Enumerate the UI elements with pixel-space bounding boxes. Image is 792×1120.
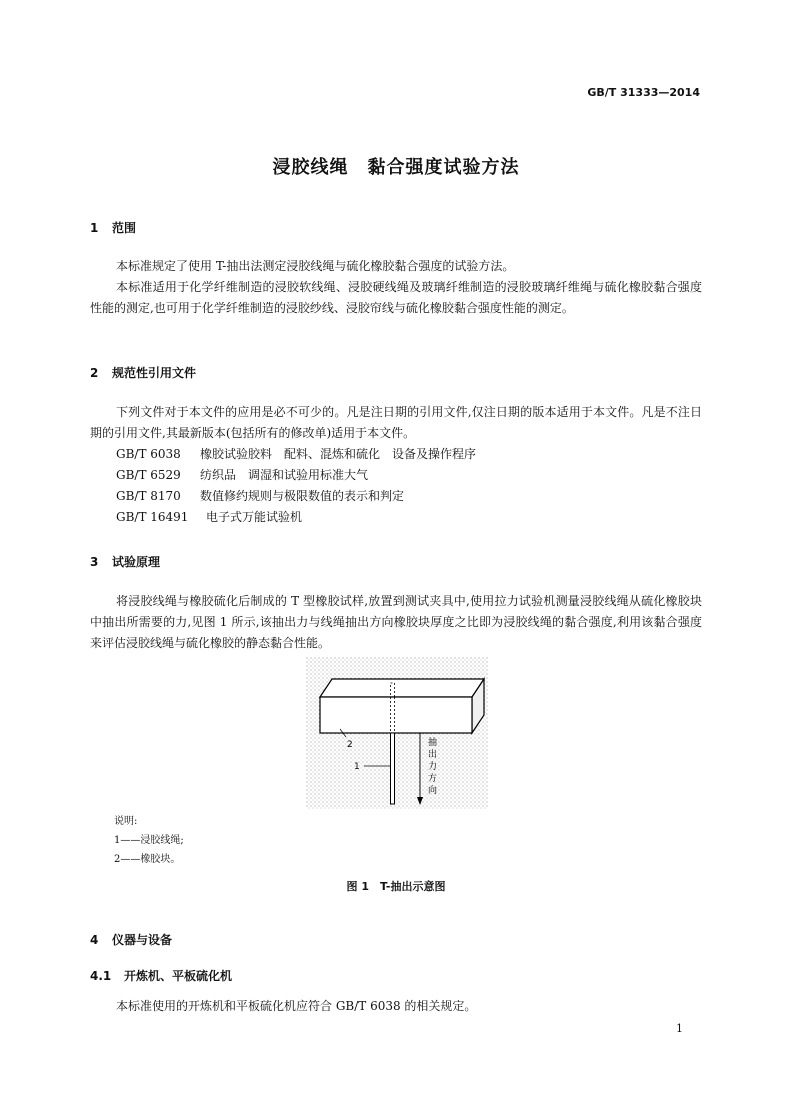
reference-list <box>116 444 476 528</box>
reference-title: 橡胶试验胶料 配料、混炼和硫化 设备及操作程序 <box>200 447 477 461</box>
paragraph: 本标准适用于化学纤维制造的浸胶软线绳、浸胶硬线绳及玻璃纤维制造的浸胶玻璃纤维绳与硫化橡胶黏合强度性能的测定,也可用于化学纤维制造的浸胶纱线、浸胶帘线与硫化橡胶黏合强度性能的测定。 <box>90 280 702 315</box>
legend-item: 1——浸胶线绳; <box>114 835 184 846</box>
section-title: 仪器与设备 <box>112 933 173 947</box>
document-title: 浸胶线绳 黏合强度试验方法 <box>272 157 520 178</box>
cord <box>391 733 395 804</box>
direction-char: 抽 <box>428 738 438 748</box>
legend-title: 说明: <box>114 816 138 827</box>
direction-char: 力 <box>428 762 438 772</box>
rubber-block-front <box>320 697 472 733</box>
section-4-heading <box>90 931 172 948</box>
paragraph: 下列文件对于本文件的应用是必不可少的。凡是注日期的引用文件,仅注日期的版本适用于本文件。凡是不注日期的引用文件,其最新版本(包括所有的修改单)适用于本文件。 <box>90 405 702 440</box>
subsection-4-1-body <box>90 996 702 1017</box>
reference-title: 电子式万能试验机 <box>206 510 303 524</box>
section-number: 4 <box>90 933 99 947</box>
rubber-block-top <box>320 679 484 697</box>
section-2-heading <box>90 364 196 381</box>
figure-legend <box>114 812 184 869</box>
figure-caption: 图 1 T-抽出示意图 <box>346 880 446 893</box>
section-title: 规范性引用文件 <box>112 366 197 380</box>
subsection-title: 开炼机、平板硫化机 <box>124 969 233 983</box>
reference-code: GB/T 16491 <box>116 510 189 524</box>
reference-item <box>116 486 476 507</box>
paragraph: 将浸胶线绳与橡胶硫化后制成的 T 型橡胶试样,放置到测试夹具中,使用拉力试验机测量浸胶线绳从硫化橡胶块中抽出所需要的力,见图 1 所示,该抽出力与线绳抽出方向橡胶块厚度之比即为浸胶线绳的黏合强度,利用该黏合强度来评估浸胶线绳与硫化橡胶的静态黏合性能。 <box>90 594 702 650</box>
reference-item <box>116 465 476 486</box>
reference-title: 纺织品 调湿和试验用标准大气 <box>200 468 369 482</box>
direction-char: 方 <box>428 774 438 784</box>
reference-code: GB/T 6529 <box>116 468 181 482</box>
section-title: 试验原理 <box>112 555 161 569</box>
section-number: 2 <box>90 366 99 380</box>
legend-item: 2——橡胶块。 <box>114 854 181 865</box>
section-1-heading <box>90 219 136 236</box>
section-3-body <box>90 591 702 654</box>
section-number: 1 <box>90 221 99 235</box>
reference-item <box>116 507 476 528</box>
section-title: 范围 <box>112 221 137 235</box>
section-2-body <box>90 402 702 444</box>
section-number: 3 <box>90 555 99 569</box>
reference-code: GB/T 6038 <box>116 447 181 461</box>
section-1-body <box>90 256 702 319</box>
section-3-heading <box>90 553 160 570</box>
standard-id: GB/T 31333—2014 <box>587 86 700 99</box>
label-1: 1 <box>354 762 360 772</box>
label-2: 2 <box>347 740 353 750</box>
direction-char: 向 <box>428 786 438 796</box>
t-pullout-diagram <box>306 657 488 809</box>
subsection-4-1-heading <box>90 967 232 984</box>
direction-char: 出 <box>428 750 438 760</box>
page-number: 1 <box>676 1022 683 1035</box>
subsection-number: 4.1 <box>90 969 112 983</box>
paragraph: 本标准规定了使用 T-抽出法测定浸胶线绳与硫化橡胶黏合强度的试验方法。 <box>116 259 515 273</box>
paragraph: 本标准使用的开炼机和平板硫化机应符合 GB/T 6038 的相关规定。 <box>116 999 477 1013</box>
reference-title: 数值修约规则与极限数值的表示和判定 <box>200 489 405 503</box>
reference-item <box>116 444 476 465</box>
reference-code: GB/T 8170 <box>116 489 181 503</box>
